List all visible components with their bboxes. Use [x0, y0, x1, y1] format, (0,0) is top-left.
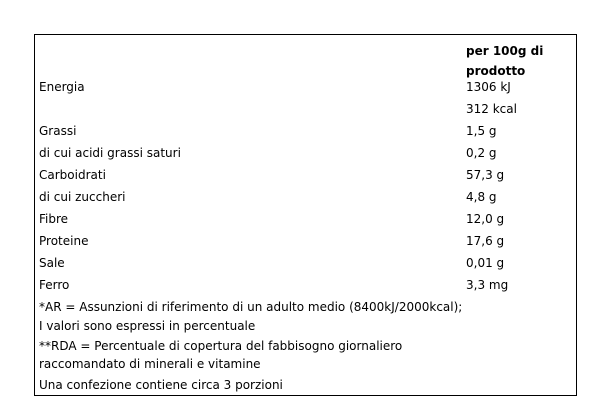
- nutrient-value: 4,8 g: [466, 190, 497, 204]
- footnote-ar: *AR = Assunzioni di riferimento di un adulto medio (8400kJ/2000kcal);: [39, 300, 463, 314]
- nutrient-label: di cui zuccheri: [39, 190, 126, 204]
- nutrient-label: Ferro: [39, 278, 70, 292]
- nutrient-value: 312 kcal: [466, 102, 517, 116]
- nutrient-label: Energia: [39, 80, 85, 94]
- nutrient-value: 3,3 mg: [466, 278, 509, 292]
- nutrient-value: 17,6 g: [466, 234, 505, 248]
- nutrient-value: 0,2 g: [466, 146, 497, 160]
- nutrient-value: 0,01 g: [466, 256, 505, 270]
- servings-note: Una confezione contiene circa 3 porzioni: [39, 378, 283, 392]
- nutrient-label: Proteine: [39, 234, 89, 248]
- nutrient-value: 12,0 g: [466, 212, 505, 226]
- header-line-2: prodotto: [466, 64, 526, 78]
- nutrient-value: 57,3 g: [466, 168, 505, 182]
- footnote-rda-cont: raccomandato di minerali e vitamine: [39, 357, 261, 371]
- column-header: [466, 41, 543, 81]
- nutrient-value: 1306 kJ: [466, 80, 511, 94]
- nutrient-value: 1,5 g: [466, 124, 497, 138]
- nutrient-label: di cui acidi grassi saturi: [39, 146, 181, 160]
- header-line-1: per 100g di: [466, 44, 544, 58]
- nutrient-label: Carboidrati: [39, 168, 106, 182]
- footnote-ar-cont: I valori sono espressi in percentuale: [39, 319, 256, 333]
- nutrition-table: [34, 34, 577, 396]
- nutrient-label: Fibre: [39, 212, 69, 226]
- nutrient-label: Sale: [39, 256, 65, 270]
- footnote-rda: **RDA = Percentuale di copertura del fabbisogno giornaliero: [39, 339, 403, 353]
- nutrient-label: Grassi: [39, 124, 77, 138]
